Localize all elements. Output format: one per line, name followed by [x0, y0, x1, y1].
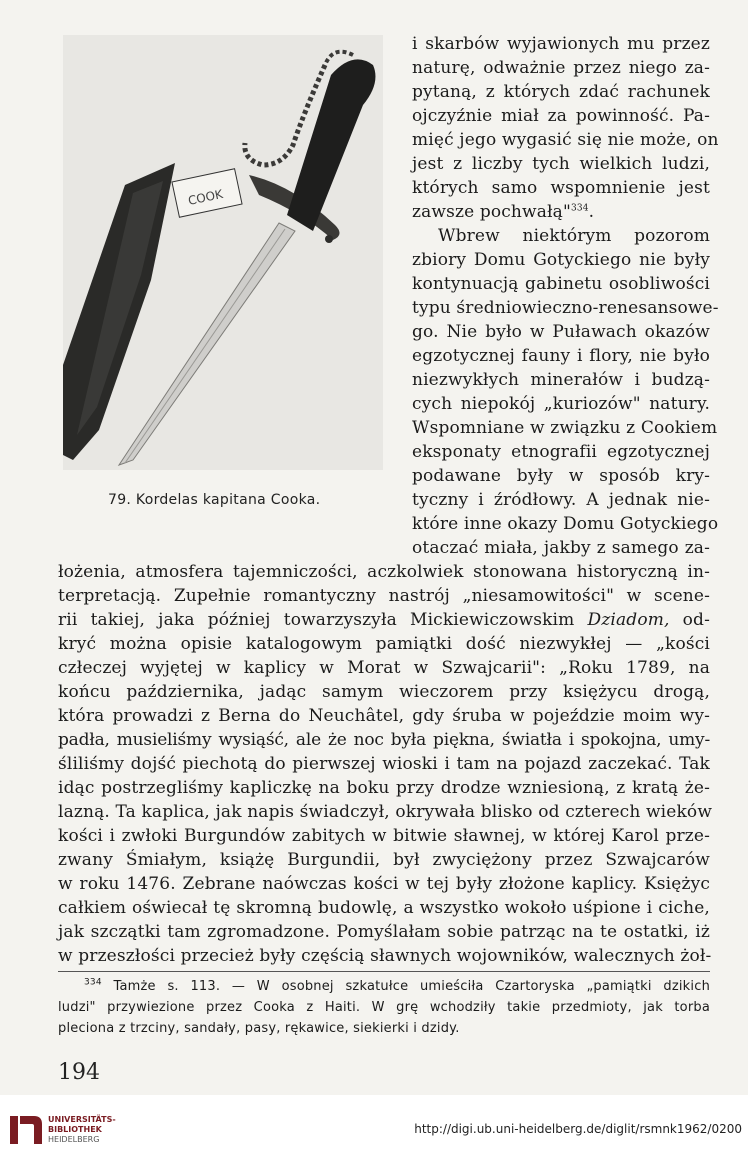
- text-line: człeczej wyjętej w kaplicy w Morat w Szwajcarii": „Roku 1789, na: [58, 658, 710, 678]
- text-segment: Tamże s. 113. — W osobnej szkatułce umieściła Czartoryska „pamiątki dzikich: [113, 979, 711, 994]
- figure-caption: 79. Kordelas kapitana Cooka.: [108, 492, 321, 508]
- text-line: jest z liczby tych wielkich ludzi,: [412, 154, 710, 174]
- library-name-line: UNIVERSITÄTS-: [48, 1115, 116, 1124]
- text-line: końcu października, jadąc samym wieczorem przy księżycu drogą,: [58, 682, 710, 702]
- text-line: w przeszłości przecież były częścią sławnych wojowników, walecznych żoł-: [58, 946, 712, 966]
- title-italic: Dziadom,: [587, 610, 670, 630]
- text-segment: zawsze pochwałą": [412, 202, 571, 222]
- text-line: kryć można opisie katalogowym pamiątki dość niezwykłej — „kości: [58, 634, 710, 654]
- text-segment: rii takiej, jaka później towarzyszyła Mickiewiczowskim: [58, 610, 575, 630]
- text-line: otaczać miała, jakby z samego za-: [412, 538, 710, 558]
- text-line: całkiem oświecał tę skromną budowlę, a wszystko wokoło uśpione i ciche,: [58, 898, 710, 918]
- text-line: jak szczątki tam zgromadzone. Pomyślałam sobie patrząc na te ostatki, iż: [58, 922, 710, 942]
- text-line: padła, musieliśmy wysiąść, ale że noc była piękna, światła i spokojna, umy-: [58, 730, 710, 750]
- text-line: których samo wspomnienie jest: [412, 178, 710, 198]
- tag-label: COOK: [186, 186, 225, 208]
- library-name: [48, 1115, 116, 1145]
- text-line: podawane były w sposób kry-: [412, 466, 710, 486]
- text-line: [58, 608, 710, 632]
- footnote-number: 334: [84, 977, 102, 988]
- library-name-line: HEIDELBERG: [48, 1135, 100, 1144]
- footnote-ref: 334: [570, 203, 589, 214]
- text-line: Wspomniane w związku z Cookiem: [412, 418, 718, 438]
- footnote-rule: [58, 971, 710, 972]
- cutlass-illustration: [63, 35, 383, 470]
- text-line: egzotycznej fauny i flory, nie było: [412, 346, 710, 366]
- cutlass-photo: [63, 35, 383, 470]
- digitization-footer: [0, 1095, 748, 1161]
- text-line: eksponaty etnografii egzotycznej: [412, 442, 710, 462]
- source-url-link[interactable]: http://digi.ub.uni-heidelberg.de/diglit/rsmnk1962/0200: [414, 1122, 742, 1136]
- text-line: mięć jego wygasić się nie może, on: [412, 130, 719, 150]
- library-logo-icon: [8, 1112, 44, 1148]
- footnote-line: [58, 976, 710, 997]
- text-line: naturę, odważnie przez niego za-: [412, 58, 710, 78]
- text-line: zbiory Domu Gotyckiego nie były: [412, 250, 710, 270]
- text-line: terpretacją. Zupełnie romantyczny nastrój „niesamowitości" w scene-: [58, 586, 710, 606]
- text-line: które inne okazy Domu Gotyckiego: [412, 514, 719, 534]
- text-line: śliliśmy dojść piechotą do pierwszej wioski i tam na pojazd zaczekać. Tak: [58, 754, 710, 774]
- text-line: ojczyźnie miał za powinność. Pa-: [412, 106, 710, 126]
- text-line: w roku 1476. Zebrane naówczas kości w tej były złożone kaplicy. Księżyc: [58, 874, 710, 894]
- text-line: zawsze pochwałą"$^{334}$.: [412, 202, 595, 222]
- text-line: kości i zwłoki Burgundów zabitych w bitwie sławnej, w której Karol prze-: [58, 826, 710, 846]
- text-line: zwany Śmiałym, książę Burgundii, był zwyciężony przez Szwajcarów: [58, 850, 710, 870]
- text-line: niezwykłych minerałów i budzą-: [412, 370, 710, 390]
- footnote-line: pleciona z trzciny, sandały, pasy, rękawice, siekierki i dzidy.: [58, 1021, 460, 1036]
- library-name-line: BIBLIOTHEK: [48, 1125, 102, 1134]
- footnote-line: ludzi" przywiezione przez Cooka z Haiti. W grę wchodziły takie przedmioty, jak torba: [58, 1000, 710, 1015]
- text-line: typu średniowieczno-renesansowe-: [412, 298, 719, 318]
- text-line: która prowadzi z Berna do Neuchâtel, gdy śruba w pojeździe moim wy-: [58, 706, 710, 726]
- text-line: Wbrew niektórym pozorom: [438, 226, 710, 246]
- page-number: 194: [58, 1060, 100, 1085]
- text-segment: od-: [682, 610, 710, 630]
- text-line: łożenia, atmosfera tajemniczości, aczkolwiek stonowana historyczną in-: [58, 562, 710, 582]
- text-line: tyczny i źródłowy. A jednak nie-: [412, 490, 710, 510]
- text-line: cych niepokój „kuriozów" natury.: [412, 394, 710, 414]
- text-line: kontynuacją gabinetu osobliwości: [412, 274, 710, 294]
- text-line: i skarbów wyjawionych mu przez: [412, 34, 710, 54]
- text-line: go. Nie było w Puławach okazów: [412, 322, 710, 342]
- text-line: idąc postrzegliśmy kapliczkę na boku przy drodze wzniesioną, z kratą że-: [58, 778, 710, 798]
- text-line: pytaną, z których zdać rachunek: [412, 82, 710, 102]
- text-line: lazną. Ta kaplica, jak napis świadczył, okrywała blisko od czterech wieków: [58, 802, 713, 822]
